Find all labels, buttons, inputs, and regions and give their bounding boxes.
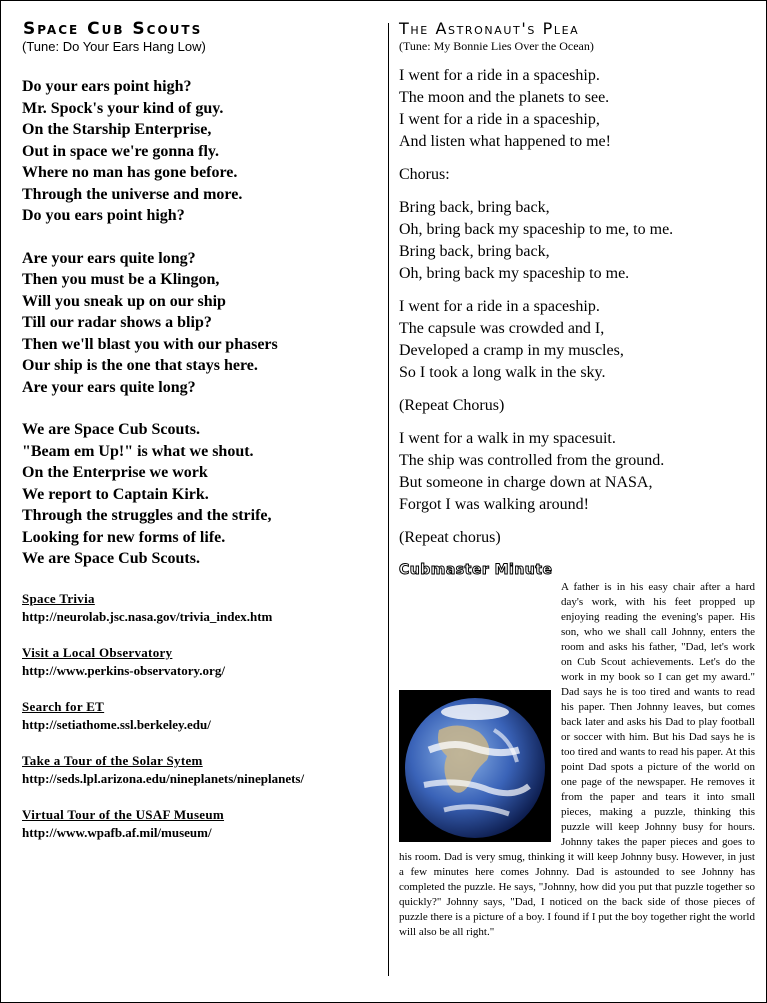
- verse-line: We are Space Cub Scouts.: [22, 550, 200, 567]
- earth-image: [399, 690, 551, 842]
- verse-line: Looking for new forms of life.: [22, 528, 226, 546]
- verse-line: I went for a ride in a spaceship,: [399, 111, 600, 128]
- verse-line: I went for a ride in a spaceship.: [399, 298, 600, 315]
- verse-line: Forgot I was walking around!: [399, 496, 589, 513]
- verse-line: We are Space Cub Scouts.: [22, 421, 200, 438]
- link-usaf-museum: [22, 806, 382, 842]
- verse-line: The moon and the planets to see.: [399, 89, 610, 106]
- chorus-label: Chorus:: [399, 166, 450, 183]
- verse-line: Out in space we're gonna fly.: [22, 142, 220, 160]
- link-title[interactable]: Virtual Tour of the USAF Museum: [22, 806, 225, 822]
- link-title[interactable]: Space Trivia: [22, 590, 95, 606]
- song-title-astronauts-plea: The Astronaut's Plea: [399, 19, 580, 38]
- verse-line: Do you ears point high?: [22, 207, 185, 224]
- right-column: [399, 19, 757, 940]
- link-url[interactable]: http://seds.lpl.arizona.edu/nineplanets/nineplanets/: [22, 770, 305, 786]
- verse-line: Till our radar shows a blip?: [22, 314, 212, 331]
- link-url[interactable]: http://setiathome.ssl.berkeley.edu/: [22, 716, 211, 732]
- verse-1: [22, 76, 382, 227]
- repeat-chorus-2: (Repeat chorus): [399, 529, 501, 546]
- verse-3: [22, 419, 382, 570]
- link-url[interactable]: http://neurolab.jsc.nasa.gov/trivia_index.htm: [22, 608, 273, 624]
- verse-line: We report to Captain Kirk.: [22, 485, 209, 503]
- plea-verse-1: [399, 65, 757, 153]
- verse-line: The ship was controlled from the ground.: [399, 452, 665, 469]
- verse-2: [22, 248, 382, 399]
- link-observatory: [22, 644, 382, 680]
- story-text: A father is in his easy chair after a hard day's work, with his feet propped up enjoying reading the evening's paper. His son, who we shall call Johnny, enters the room and asks his father, "Dad, let's work on Cub Scout achievements. Let's do the work in my book so I can get my award." Dad says he is too tired and wants to read his paper. Then Johnny leaves, but comes back later and asks his Dad to play football or soccer with him. But his Dad says he is too tired and wants to read his paper. At this point Dad spots a picture of the world on one page of the newspaper. He removes it from the paper and tears it into small pieces, making a puzzle, thinking this puzzle will keep Johnny busy for hours. Johnny takes the paper pieces and goes to his room. Dad is very smug, thinking it will keep Johnny busy. However, in just a few minutes here comes Johnny. Dad is astounded to see Johnny has completed the puzzle. He says, "Johnny, how did you put that puzzle together so quickly?" Johnny says, "Dad, I noticed on the back side of those pieces of puzzle there is a picture of a boy. I found if I put the boy together right the world will also be all right.": [399, 581, 755, 938]
- links-list: [22, 590, 382, 842]
- verse-line: Mr. Spock's your kind of guy.: [22, 99, 224, 117]
- verse-line: Through the struggles and the strife,: [22, 507, 272, 524]
- verse-line: Our ship is the one that stays here.: [22, 357, 258, 374]
- earth-globe-icon: [399, 690, 551, 842]
- verse-line: "Beam em Up!" is what we shout.: [22, 442, 254, 460]
- repeat-chorus-1: (Repeat Chorus): [399, 397, 505, 414]
- link-title[interactable]: Take a Tour of the Solar Sytem: [22, 752, 203, 768]
- link-search-et: [22, 698, 382, 734]
- verse-line: Bring back, bring back,: [399, 243, 550, 260]
- link-solar-system: [22, 752, 382, 788]
- verse-line: Oh, bring back my spaceship to me, to me.: [399, 221, 674, 238]
- verse-line: On the Starship Enterprise,: [22, 121, 212, 138]
- verse-line: But someone in charge down at NASA,: [399, 474, 653, 491]
- left-column: [22, 19, 382, 860]
- cubmaster-minute-title: Cubmaster Minute: [399, 562, 553, 578]
- verse-line: The capsule was crowded and I,: [399, 320, 605, 337]
- verse-line: So I took a long walk in the sky.: [399, 364, 606, 381]
- link-title[interactable]: Search for ET: [22, 698, 105, 714]
- column-divider: [388, 23, 389, 976]
- plea-verse-3: [399, 428, 757, 516]
- verse-line: Where no man has gone before.: [22, 164, 238, 181]
- cubmaster-story: [399, 580, 755, 940]
- song-tune-right: (Tune: My Bonnie Lies Over the Ocean): [399, 39, 594, 53]
- link-url[interactable]: http://www.perkins-observatory.org/: [22, 662, 225, 678]
- link-space-trivia: [22, 590, 382, 626]
- verse-line: Are your ears quite long?: [22, 378, 196, 396]
- song-tune-left: (Tune: Do Your Ears Hang Low): [22, 39, 206, 54]
- verse-line: Oh, bring back my spaceship to me.: [399, 265, 630, 282]
- verse-line: Do your ears point high?: [22, 78, 192, 95]
- verse-line: Through the universe and more.: [22, 185, 243, 203]
- link-title[interactable]: Visit a Local Observatory: [22, 644, 173, 660]
- verse-line: Then you must be a Klingon,: [22, 271, 220, 288]
- plea-verse-2: [399, 296, 757, 384]
- verse-line: I went for a ride in a spaceship.: [399, 67, 600, 84]
- verse-line: Bring back, bring back,: [399, 199, 550, 216]
- verse-line: And listen what happened to me!: [399, 133, 611, 150]
- link-url[interactable]: http://www.wpafb.af.mil/museum/: [22, 824, 212, 840]
- chorus: [399, 197, 757, 285]
- verse-line: Will you sneak up on our ship: [22, 292, 226, 310]
- verse-line: I went for a walk in my spacesuit.: [399, 430, 616, 447]
- verse-line: On the Enterprise we work: [22, 464, 208, 481]
- verse-line: Are your ears quite long?: [22, 249, 196, 267]
- verse-line: Developed a cramp in my muscles,: [399, 342, 624, 359]
- verse-line: Then we'll blast you with our phasers: [22, 335, 278, 353]
- song-title-space-cub-scouts: Space Cub Scouts: [23, 19, 203, 39]
